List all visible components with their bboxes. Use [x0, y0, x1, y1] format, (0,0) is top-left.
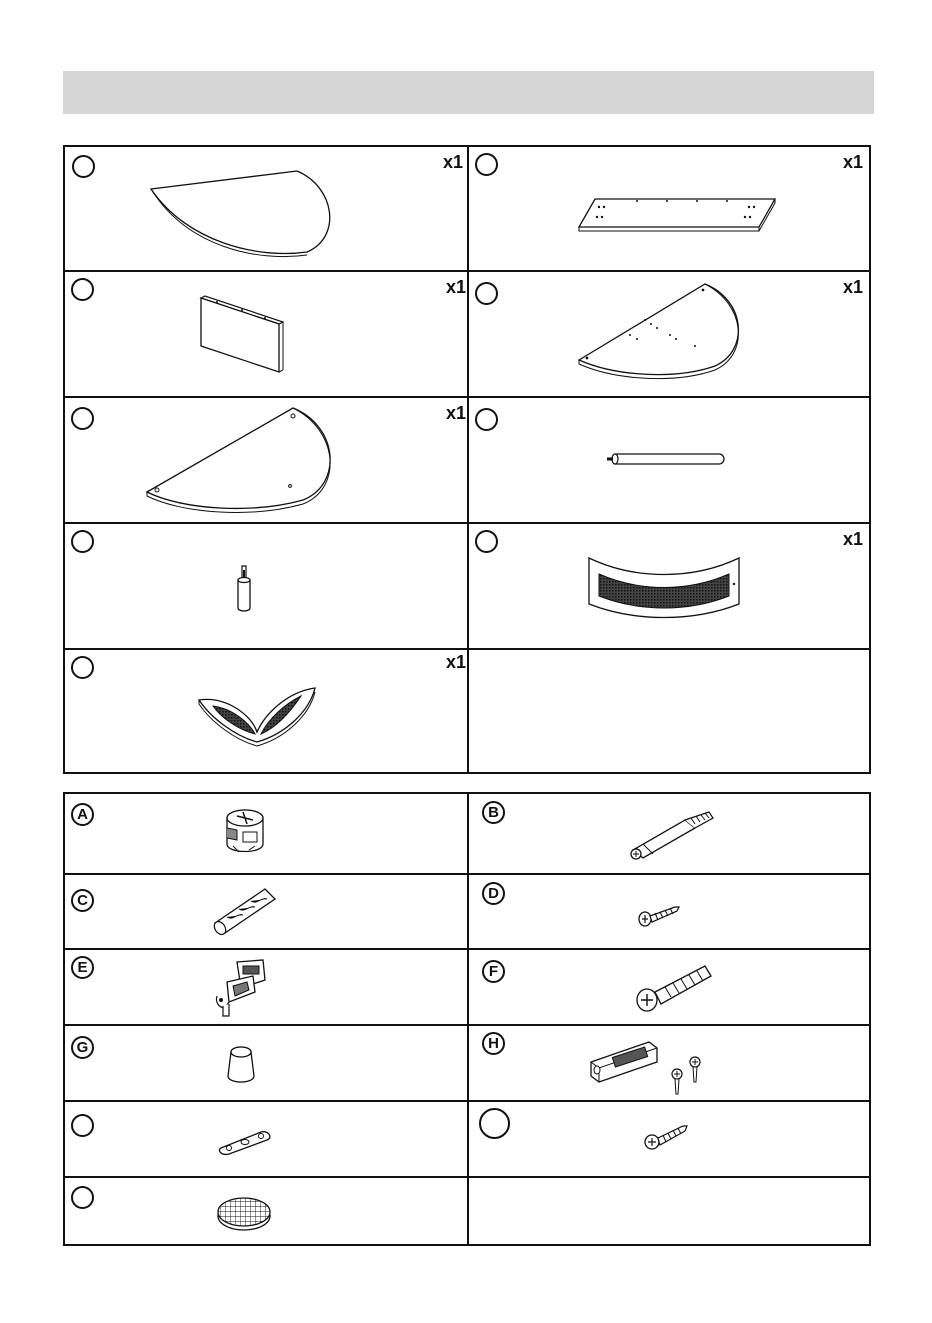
panel-id-badge: [71, 407, 94, 430]
hardware-id-badge: E: [71, 956, 94, 979]
panel-id-badge: [475, 282, 498, 305]
mounting-plate-icon: [217, 1128, 273, 1156]
panel-cell: [469, 272, 871, 396]
rubber-bumper-icon: [225, 1044, 257, 1084]
panel-quantity: x1: [843, 277, 864, 297]
panel-cell: [65, 398, 467, 522]
panel-quantity: x1: [443, 152, 464, 172]
panel-id-badge: [71, 656, 94, 679]
hardware-id-badge: G: [71, 1036, 94, 1059]
header-bar: [63, 71, 874, 114]
hardware-id-badge: A: [71, 803, 94, 826]
empty-cell: [469, 1178, 871, 1246]
hardware-id-badge: [71, 1186, 94, 1209]
half-round-shelf-drilled-icon: [575, 280, 745, 380]
hardware-cell: [65, 950, 467, 1024]
panel-cell: [469, 147, 871, 270]
panel-quantity: x1: [843, 529, 864, 549]
short-screw-icon: [637, 903, 681, 929]
curved-grille-flex-icon: [195, 684, 319, 746]
panel-cell: [65, 272, 467, 396]
panel-id-badge: [475, 530, 498, 553]
half-moon-tabletop-icon: [147, 167, 337, 257]
panel-cell: [65, 524, 467, 648]
hardware-id-badge: F: [482, 960, 505, 983]
hardware-id-badge: H: [482, 1032, 505, 1055]
empty-cell: [469, 650, 871, 774]
panel-cell: [65, 147, 467, 270]
panel-quantity: x1: [446, 277, 467, 297]
rectangular-rail-icon: [577, 195, 777, 235]
round-rod-icon: [605, 450, 729, 468]
hardware-cell: [469, 950, 871, 1024]
hardware-id-badge: [71, 1114, 94, 1137]
hinge-icon: [213, 958, 273, 1020]
hardware-cell: [469, 875, 871, 948]
panel-id-badge: [475, 408, 498, 431]
panel-id-badge: [71, 530, 94, 553]
panel-quantity: x1: [446, 403, 467, 423]
magnetic-catch-icon: [585, 1038, 705, 1096]
panel-cell: [469, 398, 871, 522]
hardware-id-badge: C: [71, 889, 94, 912]
panel-quantity: x1: [446, 652, 467, 672]
cam-lock-icon: [223, 806, 269, 858]
half-round-bottom-icon: [143, 404, 343, 514]
panel-cell: [65, 650, 467, 774]
hardware-cell: [469, 794, 871, 873]
curved-speaker-grille-icon: [585, 554, 743, 618]
hardware-id-badge: [479, 1108, 510, 1139]
hardware-cell: [65, 1178, 467, 1246]
wooden-dowel-icon: [209, 885, 279, 935]
panel-cell: [469, 524, 871, 648]
dowel-leg-icon: [233, 564, 255, 614]
hardware-grid: [63, 792, 871, 1246]
hardware-cell: [65, 1026, 467, 1100]
panel-id-badge: [475, 153, 498, 176]
panel-quantity: x1: [843, 152, 864, 172]
felt-pad-icon: [215, 1196, 273, 1234]
hardware-cell: [469, 1026, 871, 1100]
bolt-screw-icon: [635, 962, 715, 1014]
small-screw-icon: [643, 1122, 689, 1152]
panel-id-badge: [71, 278, 94, 301]
panel-id-badge: [72, 155, 95, 178]
panels-grid: [63, 145, 871, 774]
cam-bolt-icon: [625, 810, 715, 862]
hardware-id-badge: D: [482, 882, 505, 905]
hardware-cell: [65, 794, 467, 873]
back-panel-icon: [197, 294, 287, 376]
hardware-cell: [469, 1102, 871, 1176]
hardware-cell: [65, 875, 467, 948]
hardware-cell: [65, 1102, 467, 1176]
hardware-id-badge: B: [482, 801, 505, 824]
